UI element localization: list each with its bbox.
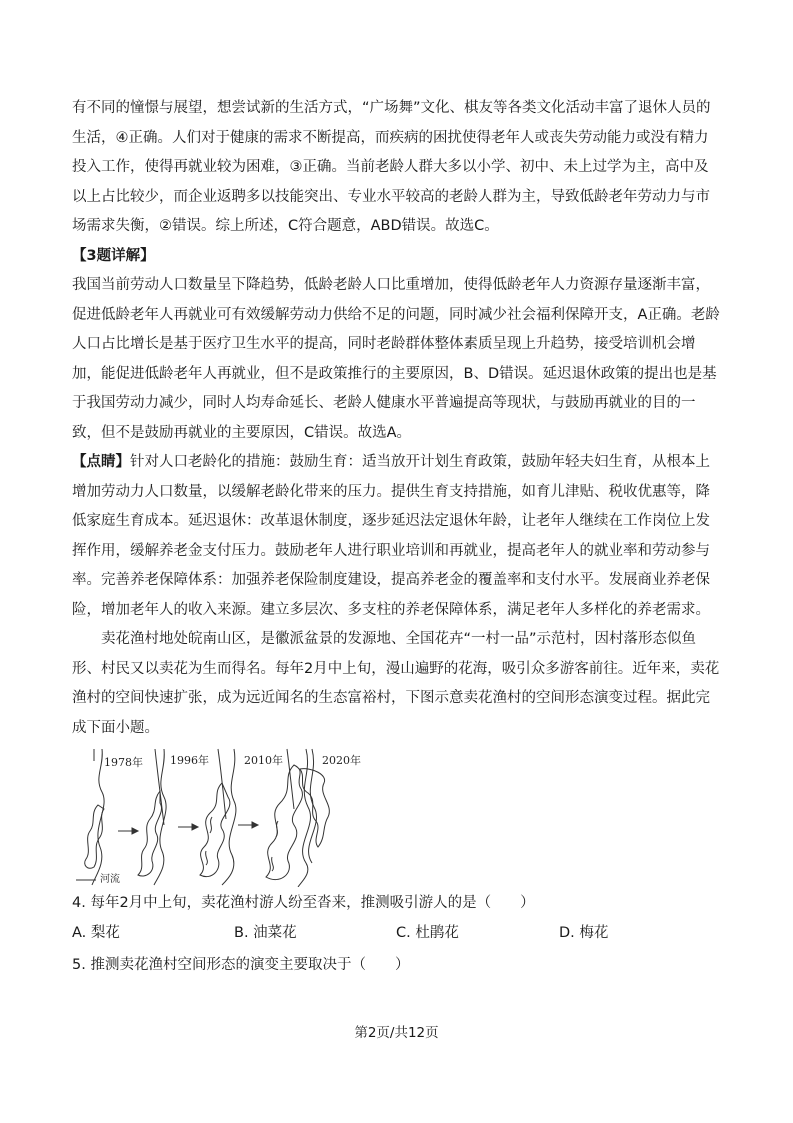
document-body bbox=[72, 94, 722, 980]
year-label-1978: 1978年 bbox=[104, 756, 143, 769]
year-label-2020: 2020年 bbox=[322, 754, 361, 767]
option-b: B. 油菜花 bbox=[234, 924, 297, 941]
village-evolution-figure bbox=[72, 747, 372, 887]
question-5: 5. 推测卖花渔村空间形态的演变主要取决于（ ） bbox=[72, 956, 410, 973]
dianjing-label: 【点睛】 bbox=[72, 454, 130, 470]
paragraph-answer-2-continued: 有不同的憧憬与展望，想尝试新的生活方式，“广场舞”文化、棋友等各类文化活动丰富了退休人员的生活，④正确。人们对于健康的需求不断提高，而疾病的困扰使得老年人或丧失劳动能力或没有精力投入工作，使得再就业较为困难，③正确。当前老龄人群大多以小学、初中、未上过学为主，高中及以上占比较少，而企业返聘多以技能突出、专业水平较高的老龄人群为主，导致低龄老年劳动力与市场需求失衡，②错误。综上所述，C符合题意，ABD错误。故选C。 bbox=[72, 100, 711, 234]
question-4: 4. 每年2月中上旬，卖花渔村游人纷至沓来，推测吸引游人的是（ ） bbox=[72, 895, 535, 911]
option-d: D. 梅花 bbox=[559, 924, 609, 941]
page-footer: 第2页/共12页 bbox=[354, 1025, 439, 1041]
legend-river-label: 河流 bbox=[100, 874, 120, 885]
paragraph-answer-3: 我国当前劳动人口数量呈下降趋势，低龄老龄人口比重增加，使得低龄老年人力资源存量逐渐丰富，促进低龄老年人再就业可有效缓解劳动力供给不足的问题，同时减少社会福利保障开支，A正确。老龄人口占比增长是基于医疗卫生水平的提高，同时老龄群体整体素质呈现上升趋势，接受培训机会增加，能促进低龄老年人再就业，但不是政策推行的主要原因，B、D错误。延迟退休政策的提出也是基于我国劳动力减少，同时人均寿命延长、老龄人健康水平普遍提高等现状，与鼓励再就业的目的一致，但不是鼓励再就业的主要原因，C错误。故选A。 bbox=[72, 277, 720, 441]
dianjing-text: 针对人口老龄化的措施：鼓励生育：适当放开计划生育政策，鼓励年轻夫妇生育，从根本上增加劳动力人口数量，以缓解老龄化带来的压力。提供生育支持措施，如育儿津贴、税收优惠等，降低家庭生育成本。延迟退休：改革退休制度，逐步延迟法定退休年龄，让老年人继续在工作岗位上发挥作用，缓解养老金支付压力。鼓励老年人进行职业培训和再就业，提高老年人的就业率和劳动参与率。完善养老保障体系：加强养老保险制度建设，提高养老金的覆盖率和支付水平。发展商业养老保险，增加老年人的收入来源。建立多层次、多支柱的养老保障体系，满足老年人多样化的养老需求。 bbox=[72, 454, 710, 618]
option-c: C. 杜鹃花 bbox=[396, 924, 459, 941]
year-label-1996: 1996年 bbox=[170, 754, 209, 767]
heading-question-3-detail: 【3题详解】 bbox=[72, 247, 155, 264]
question-4-options bbox=[72, 919, 722, 951]
option-a: A. 梨花 bbox=[72, 924, 120, 941]
paragraph-dianjing bbox=[72, 448, 722, 625]
year-label-2010: 2010年 bbox=[244, 754, 283, 767]
paragraph-maihua-village-intro: 卖花渔村地处皖南山区，是徽派盆景的发源地、全国花卉“一村一品”示范村，因村落形态似鱼形、村民又以卖花为生而得名。每年2月中上旬，漫山遍野的花海，吸引众多游客前往。近年来，卖花渔村的空间快速扩张，成为远近闻名的生态富裕村，下图示意卖花渔村的空间形态演变过程。据此完成下面小题。 bbox=[72, 631, 720, 736]
arrow-icon bbox=[118, 822, 258, 834]
